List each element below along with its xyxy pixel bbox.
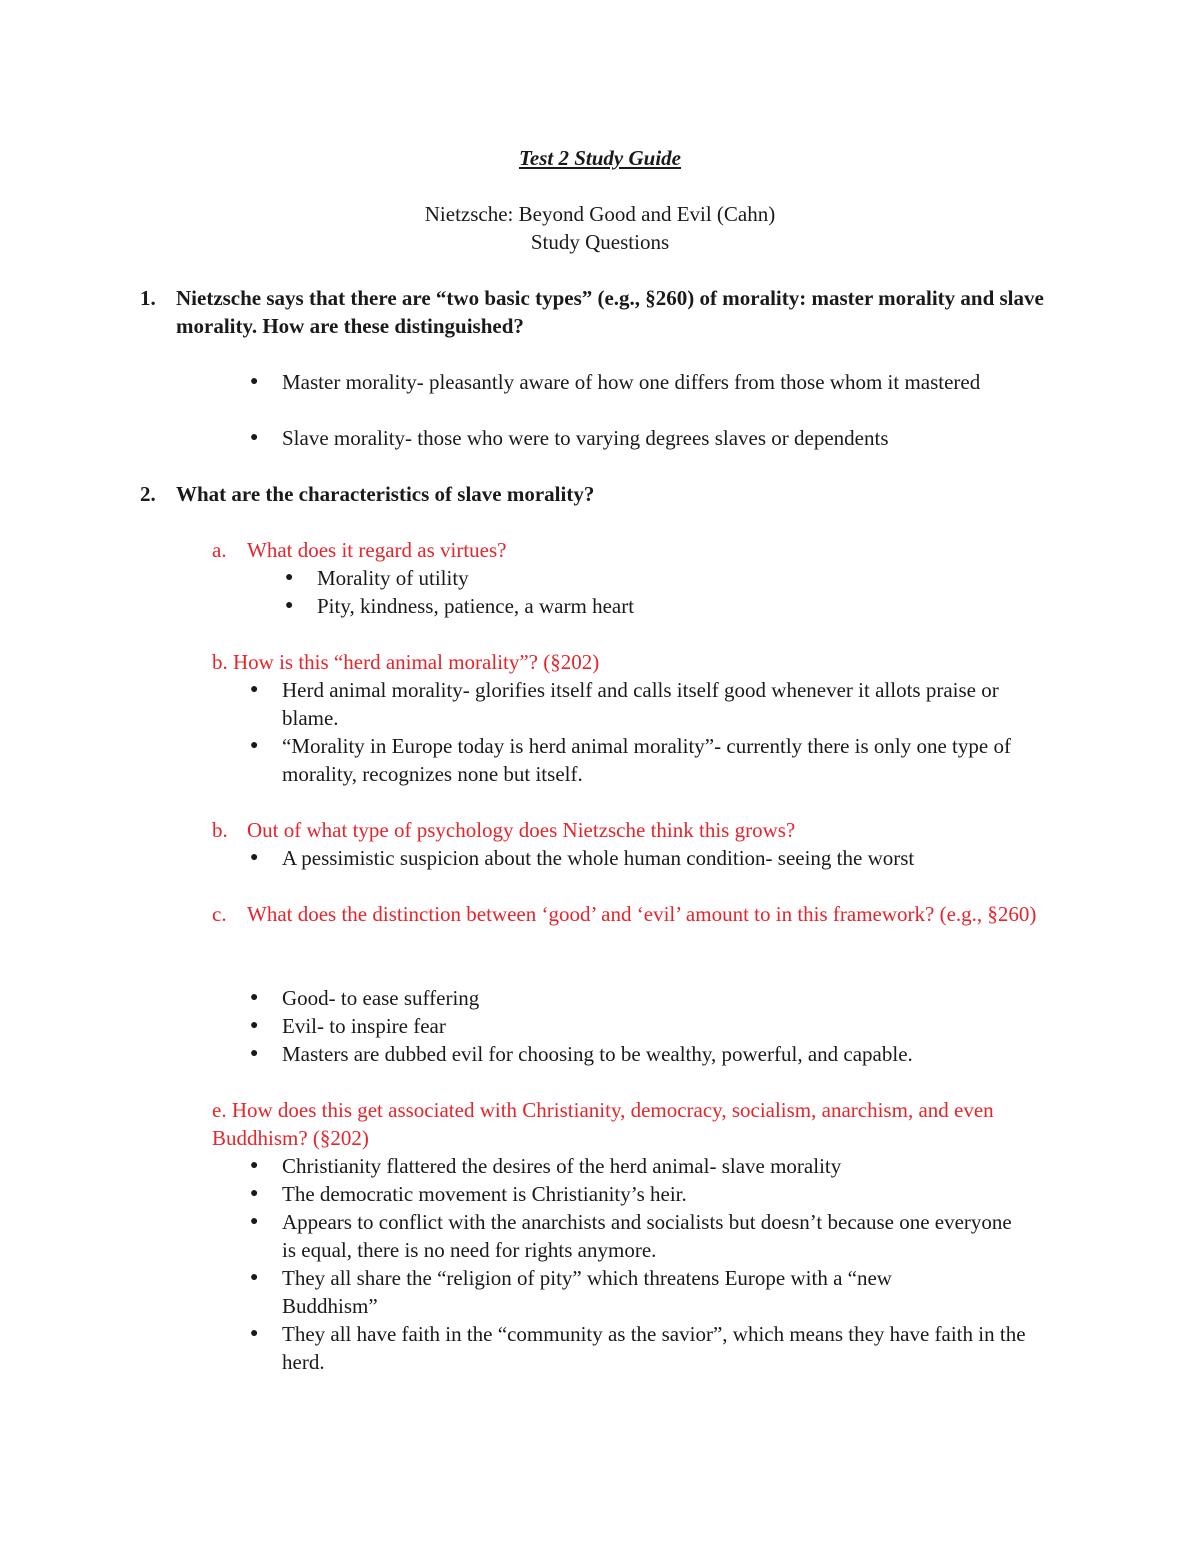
subquestion-text: Out of what type of psychology does Nietzsche think this grows? bbox=[247, 818, 796, 842]
subquestion-text: What does it regard as virtues? bbox=[247, 538, 507, 562]
list-item-text: Master morality- pleasantly aware of how one differs from those whom it mastered bbox=[282, 370, 981, 394]
question-text: What are the characteristics of slave morality? bbox=[176, 482, 595, 506]
list-item-text: Pity, kindness, patience, a warm heart bbox=[317, 594, 635, 618]
list-item-text: Masters are dubbed evil for choosing to be wealthy, powerful, and capable. bbox=[282, 1042, 913, 1066]
list-item-text: Slave morality- those who were to varying degrees slaves or dependents bbox=[282, 426, 889, 450]
list-item-text: Good- to ease suffering bbox=[282, 986, 480, 1010]
bullet-icon: ● bbox=[285, 598, 294, 613]
list-item-text: Herd animal morality- glorifies itself and calls itself good whenever it allots praise or blame. bbox=[282, 678, 999, 730]
bullet-icon: ● bbox=[250, 682, 259, 697]
bullet-icon: ● bbox=[250, 1214, 259, 1229]
subquestion-letter: c. bbox=[212, 902, 227, 926]
bullet-icon: ● bbox=[285, 570, 294, 585]
list-item-text: They all have faith in the “community as the savior”, which means they have faith in the herd. bbox=[282, 1322, 1026, 1374]
list-item-text: “Morality in Europe today is herd animal morality”- currently there is only one type of morality, recognizes none but itself. bbox=[282, 734, 1011, 786]
bullet-icon: ● bbox=[250, 850, 259, 865]
bullet-icon: ● bbox=[250, 738, 259, 753]
subquestion-letter: a. bbox=[212, 538, 227, 562]
subquestion-text: What does the distinction between ‘good’ and ‘evil’ amount to in this framework? (e.g., §260) bbox=[247, 902, 1037, 926]
bullet-icon: ● bbox=[250, 1186, 259, 1201]
bullet-icon: ● bbox=[250, 990, 259, 1005]
list-item-text: They all share the “religion of pity” which threatens Europe with a “new Buddhism” bbox=[282, 1266, 892, 1318]
question-number: 2. bbox=[140, 482, 156, 506]
subquestion-text: e. How does this get associated with Christianity, democracy, socialism, anarchism, and even Buddhism? (§202) bbox=[212, 1098, 994, 1150]
bullet-icon: ● bbox=[250, 1158, 259, 1173]
question-number: 1. bbox=[140, 286, 156, 310]
subtitle-line-2: Study Questions bbox=[530, 230, 670, 254]
bullet-icon: ● bbox=[250, 1270, 259, 1285]
subquestion-text: b. How is this “herd animal morality”? (§202) bbox=[212, 650, 600, 674]
bullet-icon: ● bbox=[250, 1326, 259, 1341]
list-item-text: Morality of utility bbox=[317, 566, 469, 590]
list-item-text: The democratic movement is Christianity’s heir. bbox=[282, 1182, 687, 1206]
list-item-text: Appears to conflict with the anarchists and socialists but doesn’t because one everyone is equal, there is no need for rights anymore. bbox=[282, 1210, 1012, 1262]
document-title: Test 2 Study Guide bbox=[519, 146, 681, 170]
list-item-text: Evil- to inspire fear bbox=[282, 1014, 446, 1038]
question-text: Nietzsche says that there are “two basic types” (e.g., §260) of morality: master morality and slave morality. How are these distinguished? bbox=[176, 286, 1044, 338]
bullet-icon: ● bbox=[250, 374, 259, 389]
bullet-icon: ● bbox=[250, 1018, 259, 1033]
bullet-icon: ● bbox=[250, 1046, 259, 1061]
subtitle-line-1: Nietzsche: Beyond Good and Evil (Cahn) bbox=[424, 202, 776, 226]
subquestion-letter: b. bbox=[212, 818, 228, 842]
bullet-icon: ● bbox=[250, 430, 259, 445]
list-item-text: Christianity flattered the desires of the herd animal- slave morality bbox=[282, 1154, 842, 1178]
list-item-text: A pessimistic suspicion about the whole human condition- seeing the worst bbox=[282, 846, 915, 870]
